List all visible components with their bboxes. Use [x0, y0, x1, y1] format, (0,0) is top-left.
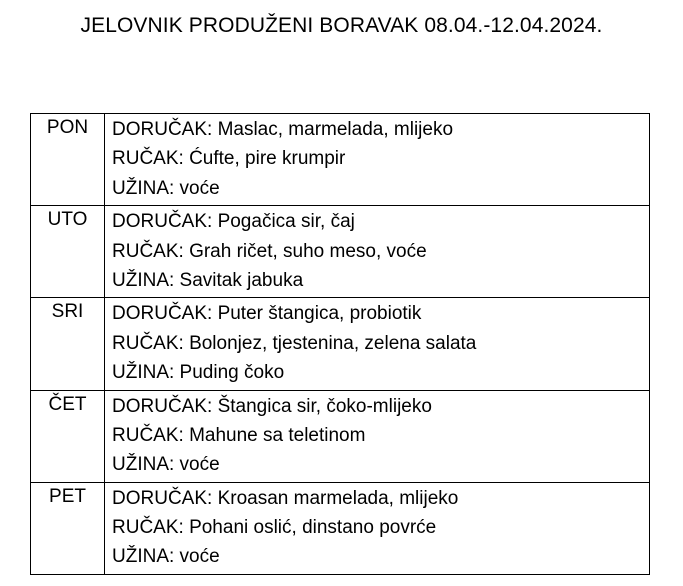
document-title: JELOVNIK PRODUŽENI BORAVAK 08.04.-12.04.2024.	[80, 14, 603, 37]
lunch-line: RUČAK: Grah ričet, suho meso, voće	[112, 240, 427, 262]
meals-cell	[105, 390, 650, 482]
snack-line: UŽINA: voće	[112, 177, 220, 199]
day-cell: PON	[31, 114, 105, 206]
menu-table	[30, 113, 650, 575]
breakfast-line: DORUČAK: Štangica sir, čoko-mlijeko	[112, 395, 432, 417]
snack-line: UŽINA: voće	[112, 546, 220, 568]
snack-line: UŽINA: Savitak jabuka	[112, 269, 304, 291]
table-row	[31, 482, 650, 574]
table-row	[31, 206, 650, 298]
lunch-line: RUČAK: Ćufte, pire krumpir	[112, 148, 346, 170]
meals-cell	[105, 206, 650, 298]
snack-line: UŽINA: voće	[112, 454, 220, 476]
breakfast-line: DORUČAK: Puter štangica, probiotik	[112, 303, 422, 325]
meals-cell	[105, 114, 650, 206]
breakfast-line: DORUČAK: Pogačica sir, čaj	[112, 211, 355, 233]
lunch-line: RUČAK: Mahune sa teletinom	[112, 424, 366, 446]
breakfast-line: DORUČAK: Maslac, marmelada, mlijeko	[112, 119, 454, 140]
meals-cell	[105, 298, 650, 390]
day-cell: SRI	[31, 298, 105, 390]
lunch-line: RUČAK: Pohani oslić, dinstano povrće	[112, 517, 437, 539]
day-cell: ČET	[31, 390, 105, 482]
table-row	[31, 390, 650, 482]
meals-cell	[105, 482, 650, 574]
breakfast-line: DORUČAK: Kroasan marmelada, mlijeko	[112, 487, 459, 509]
day-cell: UTO	[31, 206, 105, 298]
snack-line: UŽINA: Puding čoko	[112, 362, 285, 384]
day-cell: PET	[31, 482, 105, 574]
lunch-line: RUČAK: Bolonjez, tjestenina, zelena salata	[112, 332, 477, 354]
table-row	[31, 114, 650, 206]
table-row	[31, 298, 650, 390]
